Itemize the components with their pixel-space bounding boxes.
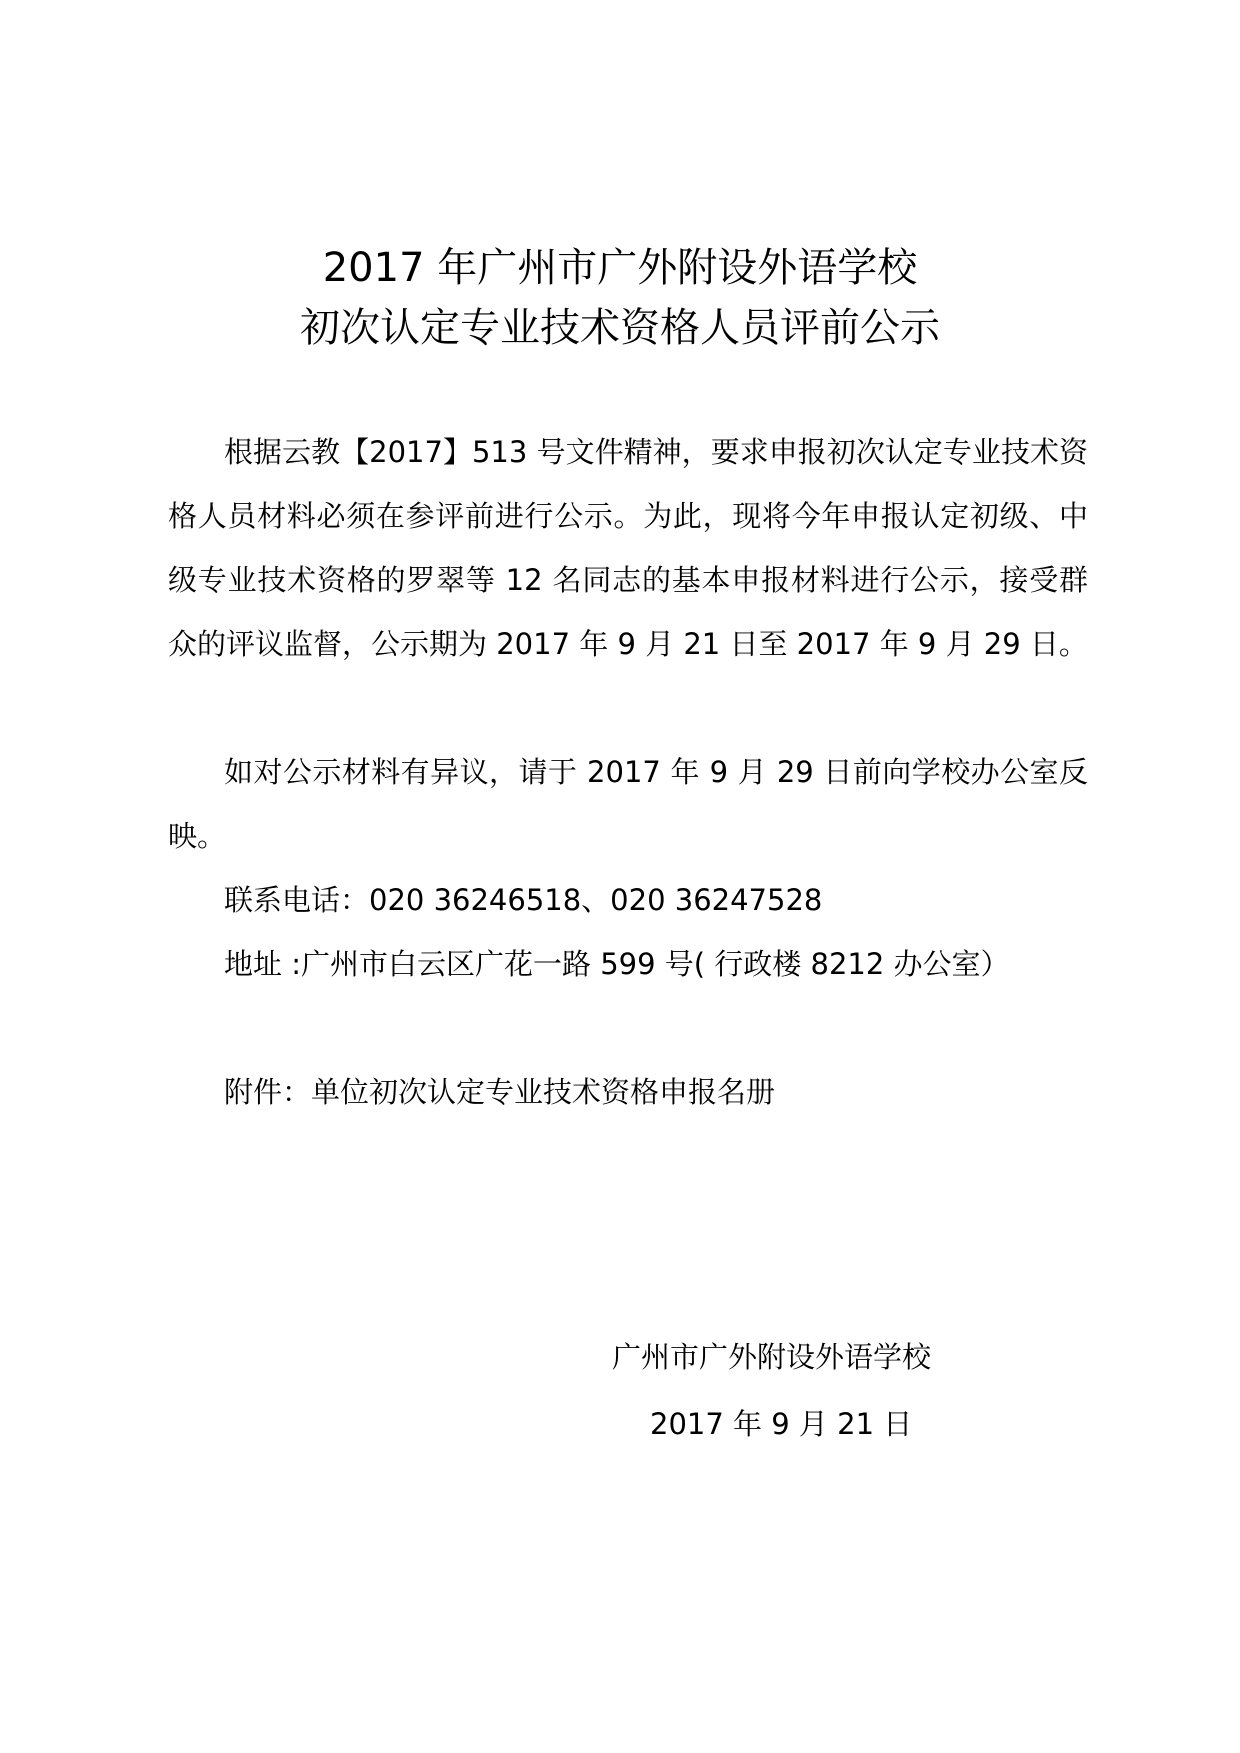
body-paragraph-1: 根据云教【2017】513 号文件精神，要求申报初次认定专业技术资格人员材料必须在参评前进行公示。为此，现将今年申报认定初级、中级专业技术资格的罗翠等 12 名同志的基本申报材料进行公示，接受群众的评议监督，公示期为 2017 年 9 月 21 日至 2017 年 9 月 29 日。 xyxy=(168,435,1088,661)
signature-date: 2017 年 9 月 21 日 xyxy=(650,1407,913,1441)
document-title-line1: 2017 年广州市广外附设外语学校 xyxy=(322,245,918,291)
attachment-note: 附件：单位初次认定专业技术资格申报名册 xyxy=(224,1075,776,1109)
document-title-line2: 初次认定专业技术资格人员评前公示 xyxy=(300,305,940,351)
address: 地址 :广州市白云区广花一路 599 号( 行政楼 8212 办公室） xyxy=(224,947,1010,981)
body-paragraph-2: 如对公示材料有异议，请于 2017 年 9 月 29 日前向学校办公室反映。 xyxy=(168,755,1088,853)
signature-organization: 广州市广外附设外语学校 xyxy=(612,1340,932,1374)
contact-phone: 联系电话：020 36246518、020 36247528 xyxy=(224,883,823,917)
